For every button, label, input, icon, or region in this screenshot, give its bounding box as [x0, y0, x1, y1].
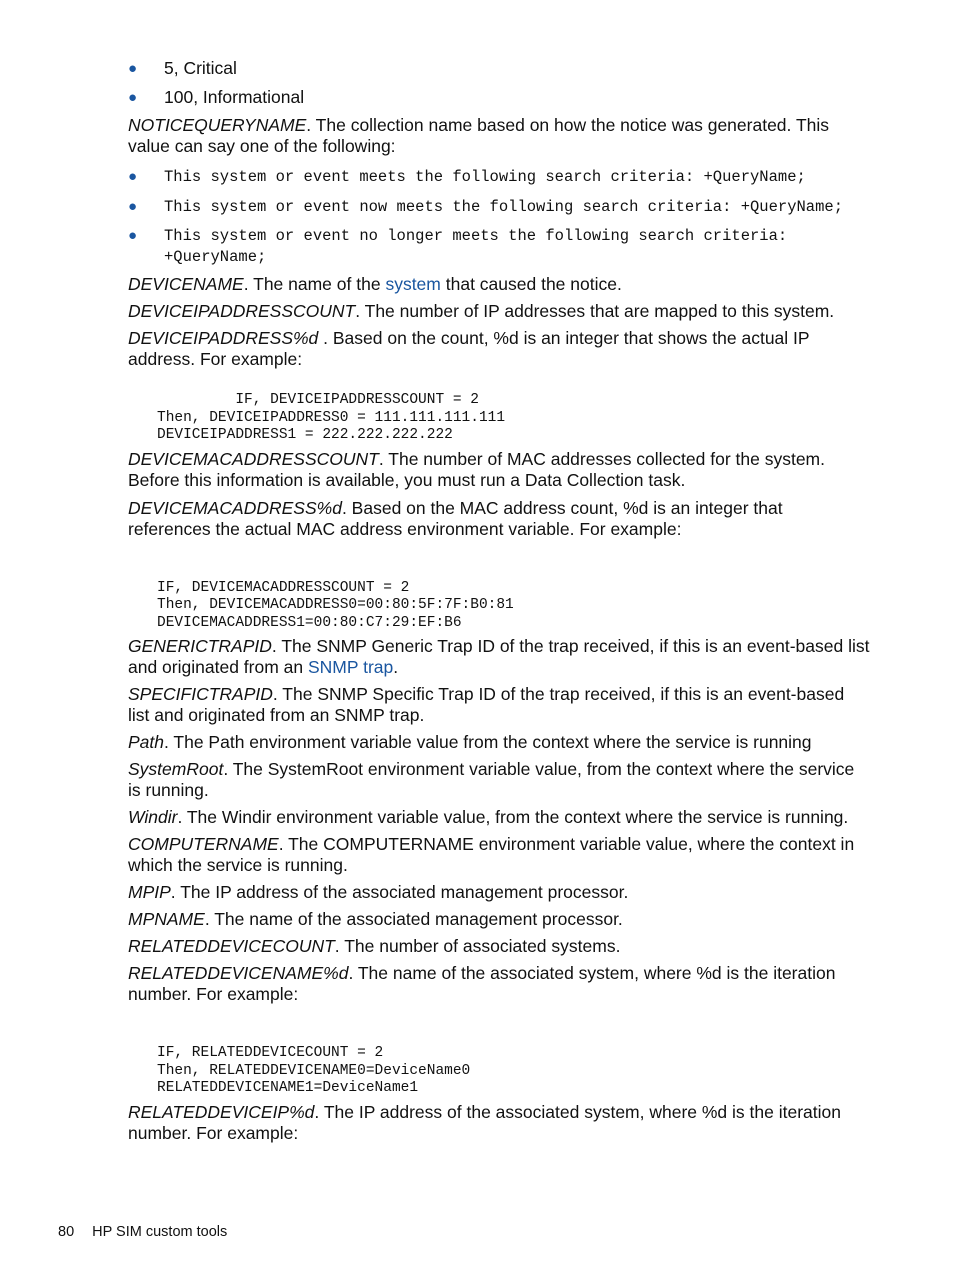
devicemacaddresscount-paragraph: DEVICEMACADDRESSCOUNT. The number of MAC addresses collected for the system. Before this information is available, you must run a Data Collection task. [128, 448, 825, 490]
mpip-paragraph: MPIP. The IP address of the associated management processor. [128, 882, 629, 902]
relateddevicecount-paragraph: RELATEDDEVICECOUNT. The number of associated systems. [128, 936, 621, 956]
page-number: 80 [58, 1224, 75, 1240]
bullet-icon: ● [128, 169, 138, 186]
code-example-ip: IF, DEVICEIPADDRESSCOUNT = 2 Then, DEVICEIPADDRESS0 = 111.111.111.111 DEVICEIPADDRESS1 = 222.222.222.222 [157, 392, 506, 443]
specifictrapid-paragraph: SPECIFICTRAPID. The SNMP Specific Trap ID of the trap received, if this is an event-based list and originated from an SNMP trap. [128, 684, 845, 725]
devicemacaddress-paragraph: DEVICEMACADDRESS%d. Based on the MAC address count, %d is an integer that references the actual MAC address environment variable. For example: [128, 497, 783, 539]
code-example-related: IF, RELATEDDEVICECOUNT = 2 Then, RELATEDDEVICENAME0=DeviceName0 RELATEDDEVICENAME1=DeviceName1 [157, 1045, 471, 1096]
severity-list [128, 58, 870, 108]
mpname-paragraph: MPNAME. The name of the associated management processor. [128, 909, 623, 929]
relateddevicename-paragraph: RELATEDDEVICENAME%d. The name of the associated system, where %d is the iteration number. For example: [128, 963, 836, 1004]
deviceipaddress-paragraph: DEVICEIPADDRESS%d . Based on the count, %d is an integer that shows the actual IP address. For example: [128, 328, 810, 369]
systemroot-paragraph: SystemRoot. The SystemRoot environment variable value, from the context where the service is running. [128, 759, 855, 800]
bullet-icon: ● [128, 228, 138, 245]
list-item: ● This system or event no longer meets the following search criteria: +QueryName; [128, 227, 788, 266]
list-item: ● This system or event now meets the following search criteria: +QueryName; [128, 198, 844, 216]
list-item: ● This system or event meets the following search criteria: +QueryName; [128, 168, 806, 186]
path-paragraph: Path. The Path environment variable value from the context where the service is running [128, 732, 812, 752]
generictrapid-paragraph: GENERICTRAPID. The SNMP Generic Trap ID of the trap received, if this is an event-based list and originated from an SNMP trap. [128, 636, 870, 677]
page-footer [58, 1222, 227, 1242]
code-example-mac: IF, DEVICEMACADDRESSCOUNT = 2 Then, DEVICEMACADDRESS0=00:80:5F:7F:B0:81 DEVICEMACADDRESS1=00:80:C7:29:EF:B6 [157, 579, 514, 631]
bullet-icon: ● [128, 89, 138, 106]
computername-paragraph: COMPUTERNAME. The COMPUTERNAME environment variable value, where the context in which the service is running. [128, 834, 855, 875]
deviceipaddresscount-paragraph: DEVICEIPADDRESSCOUNT. The number of IP addresses that are mapped to this system. [128, 301, 835, 321]
system-link[interactable]: system [385, 274, 441, 294]
devicename-paragraph: DEVICENAME. The name of the system that caused the notice. [128, 274, 622, 294]
list-item: ● 100, Informational [128, 87, 305, 107]
list-item: ● 5, Critical [128, 58, 237, 78]
snmp-trap-link[interactable]: SNMP trap [307, 657, 394, 677]
footer-section-title: HP SIM custom tools [92, 1224, 228, 1240]
query-list [128, 167, 870, 268]
term: NOTICEQUERYNAME [128, 115, 307, 135]
page-content [128, 58, 870, 1144]
bullet-icon: ● [128, 199, 138, 216]
bullet-icon: ● [128, 60, 138, 77]
relateddeviceip-paragraph: RELATEDDEVICEIP%d. The IP address of the associated system, where %d is the iteration number. For example: [128, 1101, 841, 1143]
noticequeryname-paragraph: NOTICEQUERYNAME. The collection name based on how the notice was generated. This value can say one of the following: [128, 115, 830, 156]
windir-paragraph: Windir. The Windir environment variable value, from the context where the service is running. [128, 807, 849, 827]
